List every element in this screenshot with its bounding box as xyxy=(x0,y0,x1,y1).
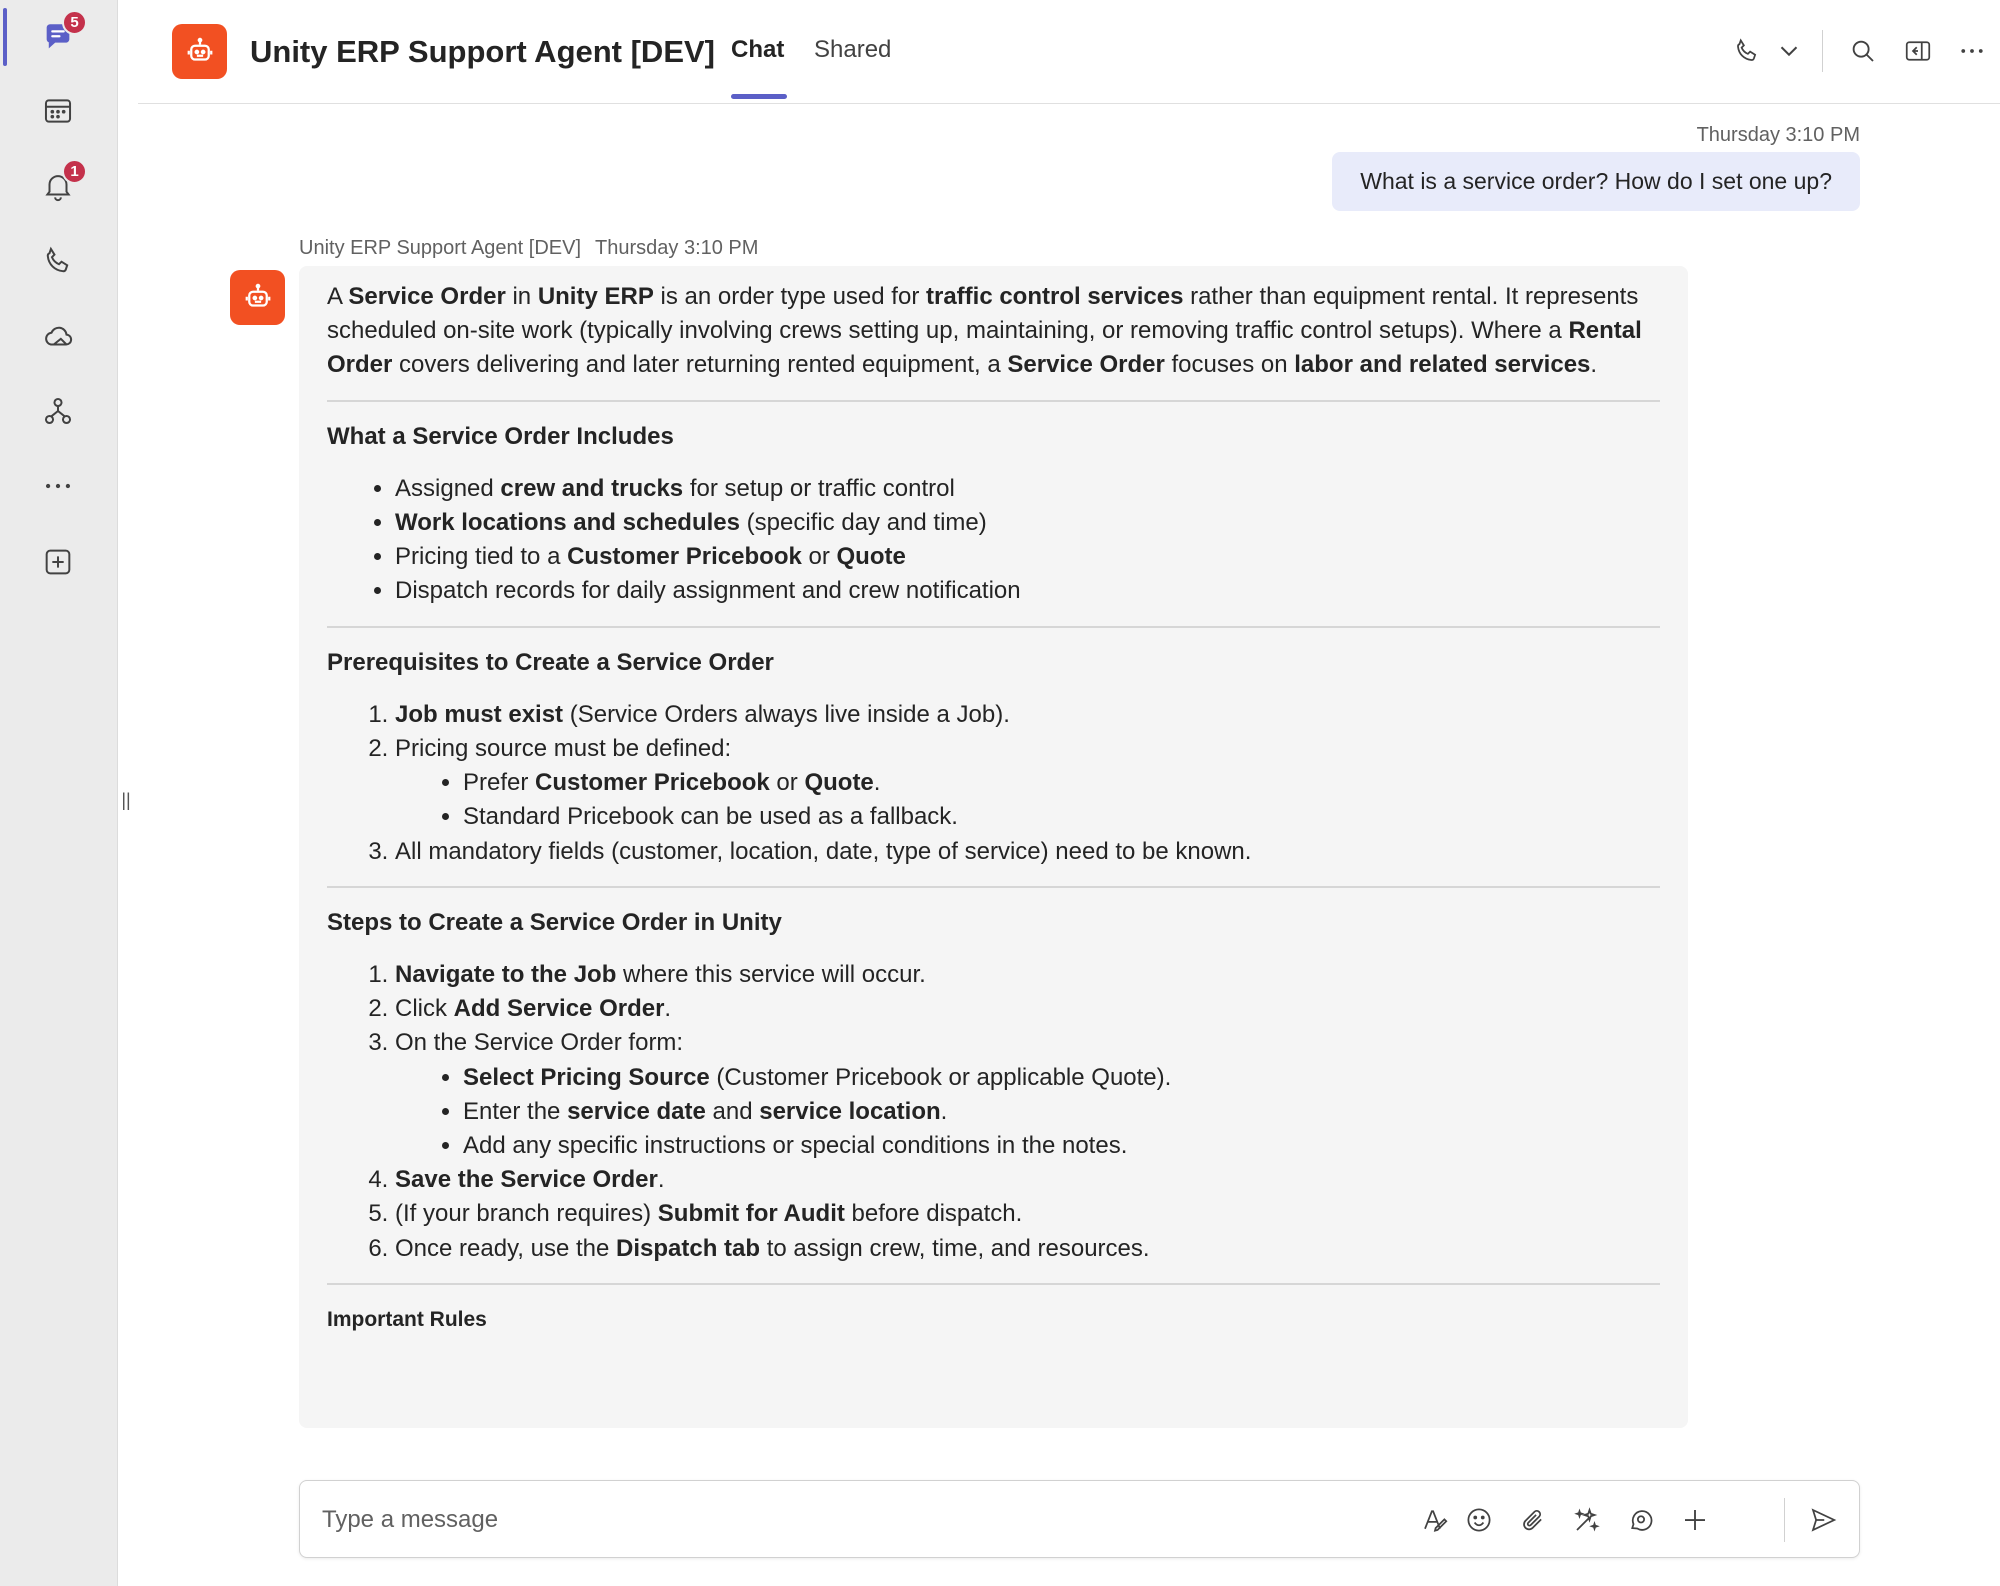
bold-text: Navigate to the Job xyxy=(395,961,617,989)
list-item xyxy=(395,506,1660,540)
header-divider xyxy=(1822,30,1823,72)
divider xyxy=(327,1283,1660,1285)
sub-list-item xyxy=(463,1061,1660,1095)
message-pane xyxy=(138,104,2000,1586)
page-title: Unity ERP Support Agent [DEV] xyxy=(250,34,715,69)
text-run: Pricing tied to a xyxy=(395,543,568,571)
text-run: to assign crew, time, and resources. xyxy=(760,1234,1150,1262)
text-run: and xyxy=(705,1097,760,1125)
text-run: for setup or traffic control xyxy=(683,474,955,502)
phone-icon xyxy=(1732,36,1762,66)
text-run: in xyxy=(505,283,538,310)
active-tab-indicator xyxy=(731,94,787,99)
calendar-icon xyxy=(41,94,75,128)
text-run: All mandatory fields (customer, location, date, type of service) need to be known. xyxy=(395,837,1252,865)
bot-icon xyxy=(185,37,215,67)
bold-text: Quote xyxy=(836,543,906,571)
pane-resize-handle[interactable]: || xyxy=(121,789,131,810)
list-item xyxy=(395,698,1660,732)
bold-text: Select Pricing Source xyxy=(463,1063,710,1091)
bold-text: Customer Pricebook xyxy=(535,769,770,797)
plus-icon xyxy=(1680,1505,1710,1535)
chevron-down-icon xyxy=(1774,36,1804,66)
sub-list-item xyxy=(463,800,1660,834)
bold-text: Quote xyxy=(804,769,874,797)
add-apps-icon xyxy=(41,545,75,579)
text-run: Click xyxy=(395,995,454,1023)
bold-text: labor and related services xyxy=(1294,351,1591,379)
rail-calls[interactable] xyxy=(33,236,83,286)
chat-badge: 5 xyxy=(62,10,87,35)
copilot-button[interactable] xyxy=(1568,1501,1606,1539)
more-icon xyxy=(41,469,75,503)
list-item xyxy=(395,992,1660,1026)
text-run: . xyxy=(940,1097,948,1125)
list-item xyxy=(395,1197,1660,1231)
message-composer xyxy=(299,1480,1860,1558)
chat-header xyxy=(138,0,2000,104)
list-item xyxy=(395,1232,1660,1266)
search-icon xyxy=(1848,36,1878,66)
text-run: or xyxy=(769,769,805,797)
bold-text: Service Order xyxy=(1007,351,1165,379)
list-item xyxy=(395,574,1660,608)
bold-text: traffic control services xyxy=(925,283,1184,310)
bold-text: Unity ERP xyxy=(537,283,654,310)
text-run: Add any specific instructions or special conditions in the notes. xyxy=(463,1132,1128,1160)
bold-text: Customer Pricebook xyxy=(567,543,802,571)
received-timestamp: Thursday 3:10 PM xyxy=(595,237,759,259)
split-view-icon xyxy=(1903,36,1933,66)
rail-workflows[interactable] xyxy=(33,386,83,436)
emoji-button[interactable] xyxy=(1460,1501,1498,1539)
phone-icon xyxy=(41,244,75,278)
sent-message[interactable]: What is a service order? How do I set one up? xyxy=(1332,152,1860,211)
text-run: Standard Pricebook can be used as a fallback. xyxy=(463,803,958,831)
text-run: Once ready, use the xyxy=(395,1234,617,1262)
list-item xyxy=(395,1163,1660,1197)
bold-text: Service Order xyxy=(348,283,506,310)
bold-text: service location xyxy=(759,1097,941,1125)
text-run: . xyxy=(664,995,672,1023)
text-run: before dispatch. xyxy=(844,1200,1023,1228)
more-options-button[interactable] xyxy=(1953,32,1991,70)
loop-icon xyxy=(1626,1505,1656,1535)
list-item xyxy=(395,732,1660,835)
app-rail xyxy=(0,0,118,1586)
bot-avatar xyxy=(230,270,285,325)
rail-add-apps[interactable] xyxy=(33,537,83,587)
rail-chat[interactable] xyxy=(33,12,83,62)
section-heading: Important Rules xyxy=(327,1307,487,1331)
attach-icon xyxy=(1518,1505,1548,1535)
call-button[interactable] xyxy=(1728,32,1766,70)
message-input[interactable] xyxy=(322,1501,1402,1539)
text-run: A xyxy=(327,283,349,310)
divider xyxy=(327,400,1660,402)
text-run: (Service Orders always live inside a Job). xyxy=(563,700,1010,728)
text-run: where this service will occur. xyxy=(616,961,926,989)
bold-text: Dispatch tab xyxy=(616,1234,761,1262)
received-message[interactable] xyxy=(299,266,1688,1428)
bold-text: Add Service Order xyxy=(453,995,665,1023)
attach-button[interactable] xyxy=(1514,1501,1552,1539)
text-run: rather than equipment rental. It represents scheduled on-site work (typically involving crews setting up, maintaining, or removing traffic control setups). Where a xyxy=(327,283,1639,345)
format-button[interactable] xyxy=(1416,1501,1454,1539)
bold-text: Rental Order xyxy=(327,317,1642,379)
rail-calendar[interactable] xyxy=(33,86,83,136)
section-heading: What a Service Order Includes xyxy=(327,422,674,450)
copilot-icon xyxy=(1572,1505,1602,1535)
text-run: . xyxy=(657,1166,665,1194)
list-item xyxy=(395,472,1660,506)
text-run: Dispatch records for daily assignment and crew notification xyxy=(395,577,1021,605)
workflow-icon xyxy=(41,394,75,428)
text-run: . xyxy=(1590,351,1598,379)
text-run: On the Service Order form: xyxy=(395,1029,684,1057)
text-run: Prefer xyxy=(463,769,536,797)
prerequisites-list xyxy=(395,698,1660,869)
plus-button[interactable] xyxy=(1676,1501,1714,1539)
bold-text: Submit for Audit xyxy=(657,1200,845,1228)
bold-text: Work locations and schedules xyxy=(395,509,740,537)
rail-onedrive[interactable] xyxy=(33,311,83,361)
rail-activity[interactable] xyxy=(33,161,83,211)
sender-name: Unity ERP Support Agent [DEV] xyxy=(299,237,582,259)
list-item xyxy=(395,1026,1660,1163)
sub-list-item xyxy=(463,766,1660,800)
list-item xyxy=(395,540,1660,574)
text-run: (If your branch requires) xyxy=(395,1200,658,1228)
text-run: Pricing source must be defined: xyxy=(395,735,732,763)
section-heading: Steps to Create a Service Order in Unity xyxy=(327,908,782,936)
bot-avatar xyxy=(172,24,227,79)
bold-text: Save the Service Order xyxy=(395,1166,658,1194)
text-run: (Customer Pricebook or applicable Quote). xyxy=(709,1063,1172,1091)
bold-text: Job must exist xyxy=(395,700,564,728)
text-run: covers delivering and later returning rented equipment, a xyxy=(392,351,1008,379)
text-run: is an order type used for xyxy=(653,283,926,310)
text-run: . xyxy=(873,769,881,797)
intro-paragraph xyxy=(327,280,1660,383)
list-item xyxy=(395,835,1660,869)
divider xyxy=(327,626,1660,628)
call-options-button[interactable] xyxy=(1770,32,1808,70)
emoji-icon xyxy=(1464,1505,1494,1535)
text-run: or xyxy=(801,543,837,571)
sub-list-item xyxy=(463,1095,1660,1129)
send-button[interactable] xyxy=(1804,1501,1842,1539)
sub-list xyxy=(463,1061,1660,1164)
text-run: Assigned xyxy=(395,474,501,502)
tab-shared[interactable]: Shared xyxy=(814,36,892,63)
divider xyxy=(327,886,1660,888)
loop-button[interactable] xyxy=(1622,1501,1660,1539)
cloud-icon xyxy=(41,319,75,353)
sent-timestamp: Thursday 3:10 PM xyxy=(1696,124,1860,146)
more-icon xyxy=(1957,36,1987,66)
text-run: Enter the xyxy=(463,1097,568,1125)
rail-more[interactable] xyxy=(33,461,83,511)
bot-icon xyxy=(243,283,273,313)
text-run: focuses on xyxy=(1164,351,1295,379)
sub-list-item xyxy=(463,1129,1660,1163)
sub-list xyxy=(463,766,1660,834)
activity-badge: 1 xyxy=(62,159,87,184)
list-item xyxy=(395,958,1660,992)
steps-list xyxy=(395,958,1660,1266)
open-side-panel-button[interactable] xyxy=(1899,32,1937,70)
includes-list xyxy=(395,472,1660,609)
received-meta xyxy=(299,237,758,260)
bold-text: service date xyxy=(567,1097,706,1125)
format-icon xyxy=(1420,1505,1450,1535)
active-indicator xyxy=(3,8,7,66)
search-button[interactable] xyxy=(1844,32,1882,70)
section-heading: Prerequisites to Create a Service Order xyxy=(327,648,774,676)
text-run: (specific day and time) xyxy=(739,509,987,537)
tab-chat[interactable]: Chat xyxy=(731,36,785,63)
bold-text: crew and trucks xyxy=(500,474,684,502)
send-icon xyxy=(1808,1505,1838,1535)
composer-divider xyxy=(1784,1498,1785,1542)
